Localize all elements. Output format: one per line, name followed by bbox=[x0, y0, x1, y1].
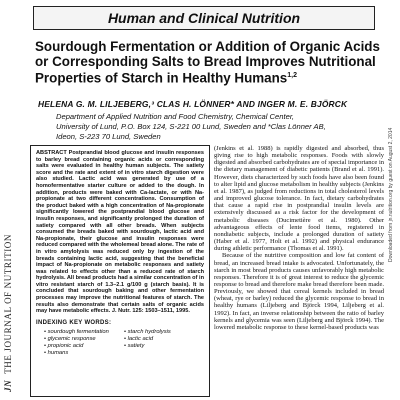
keyword: • satiety bbox=[124, 343, 204, 350]
abstract-box bbox=[30, 145, 210, 397]
keyword: • starch hydrolysis bbox=[124, 329, 204, 336]
journal-abbrev: JN bbox=[3, 379, 13, 392]
affiliation-line-3: Ideon, S-223 70 Lund, Sweden bbox=[56, 132, 161, 141]
keyword: • humans bbox=[44, 350, 126, 357]
abstract-body bbox=[36, 150, 204, 315]
keywords-row bbox=[44, 350, 204, 357]
author-list: HELENA G. M. LILJEBERG,³ CLAS H. LÖNNER* AND INGER M. E. BJÖRCK bbox=[38, 99, 348, 109]
keyword: • propionic acid bbox=[44, 343, 124, 350]
affiliation bbox=[56, 112, 381, 142]
keywords-heading: INDEXING KEY WORDS: bbox=[36, 319, 112, 326]
journal-name: THE JOURNAL OF NUTRITION bbox=[3, 233, 13, 374]
keywords-list bbox=[36, 329, 204, 357]
keyword: • glycemic response bbox=[44, 336, 124, 343]
article-title-text: Sourdough Fermentation or Addition of Organic Acids or Corresponding Salts to Bread Improves Nutritional Properties of Starch in Healthy Humans bbox=[35, 39, 380, 86]
keywords-row bbox=[44, 336, 204, 343]
journal-sidebar-label bbox=[3, 234, 13, 392]
body-column bbox=[214, 145, 384, 397]
body-paragraph-2: Because of the nutritive composition and low fat content of bread, an increased bread intake is advocated. Unfortunately, the starch in most bread products causes unfavorably high metabolic responses. Therefore it is of great interest to reduce the glycemic response to bread and therefore make bread therefore been made. Previously, we showed that cereal kernels included in bread (wheat, rye or barley) reduced the glycemic response to bread in healthy humans (Liljeberg and Björck 1994, Liljeberg et al. 1992). In fact, an inverse relationship between the ratio of barley kernels and glycemia was seen (Liljeberg and Björck 1994). The lowered metabolic response to these kernel-based products was bbox=[214, 252, 384, 331]
affiliation-line-1: Department of Applied Nutrition and Food Chemistry, Chemical Center, bbox=[56, 112, 295, 121]
affiliation-line-2: University of Lund, P.O. Box 124, S-221 00 Lund, Sweden and *Clas Lönner AB, bbox=[56, 122, 326, 131]
journal-sidebar bbox=[0, 0, 20, 400]
article-title bbox=[35, 40, 380, 86]
keywords-row bbox=[44, 329, 204, 336]
body-paragraph-1: (Jenkins et al. 1988) is rapidly digested and absorbed, thus giving rise to high metabolic responses. Foods with slowly digested and absorbed carbohydrates are of special importance in the dietary management of diabetic patients (Brand et al. 1991). However, diets characterized by such foods have also been found to alter lipid and glucose metabolism in healthy subjects (Jenkins et al. 1987), as judged from reductions in total cholesterol levels and improved glucose tolerance. In fact, dietary carbohydrates that cause a rapid rise in postprandial insulin levels are extensively discussed as a risk factor for the development of metabolic diseases (Ducimetière et al. 1980). Other advantageous effects of lente food items, registered in nondiabetic subjects, include a prolonged duration of satiety (Haber et al. 1977, Holt et al. 1992) and physical endurance during athletic performance (Thomas et al. 1991). bbox=[214, 145, 384, 253]
section-banner bbox=[33, 6, 375, 30]
keyword: • sourdough fermentation bbox=[44, 329, 124, 336]
section-title: Human and Clinical Nutrition bbox=[107, 10, 301, 26]
keywords-row bbox=[44, 343, 204, 350]
download-watermark: Downloaded from jn.nutrition.org by guest on August 2, 2014 bbox=[388, 127, 394, 262]
keyword: • lactic acid bbox=[124, 336, 204, 343]
abstract-lead: ABSTRACT bbox=[36, 150, 67, 156]
title-footnote-marks: 1,2 bbox=[287, 72, 297, 79]
abstract-text: Postprandial blood glucose and insulin responses to barley bread containing organic acids or corresponding salts were evaluated in healthy human subjects. The satiety score and the rate and extent of in vitro starch digestion were also studied. Lactic acid was generated by use of a homofermentative starter culture or added to the dough. In addition, products were baked with Ca-lactate, or with Na-propionate at two different concentrations. Consumption of the product baked with a high concentration of Na-propionate significantly lowered the postprandial blood glucose and insulin responses, and significantly prolonged the duration of satiety compared with all other breads. When subjects consumed the breads baked with sourdough, lactic acid and Na-propionate, their glucose and insulin responses were reduced compared with the wholemeal bread alone. The rate of in vitro amylolysis was reduced only by ingestion of the breads containing lactic acid, suggesting that the beneficial impact of Na-propionate on metabolic responses and satiety was related to effects other than a reduced rate of starch hydrolysis. All bread products had a similar concentration of in vitro resistant starch of 1.3–2.1 g/100 g (starch basis). It is concluded that sourdough baking and other fermentation processes may improve the nutritional features of starch. The results also demonstrate that certain salts of organic acids may have metabolic effects. J. Nutr. 125: 1503–1511, 1995. bbox=[36, 150, 204, 315]
